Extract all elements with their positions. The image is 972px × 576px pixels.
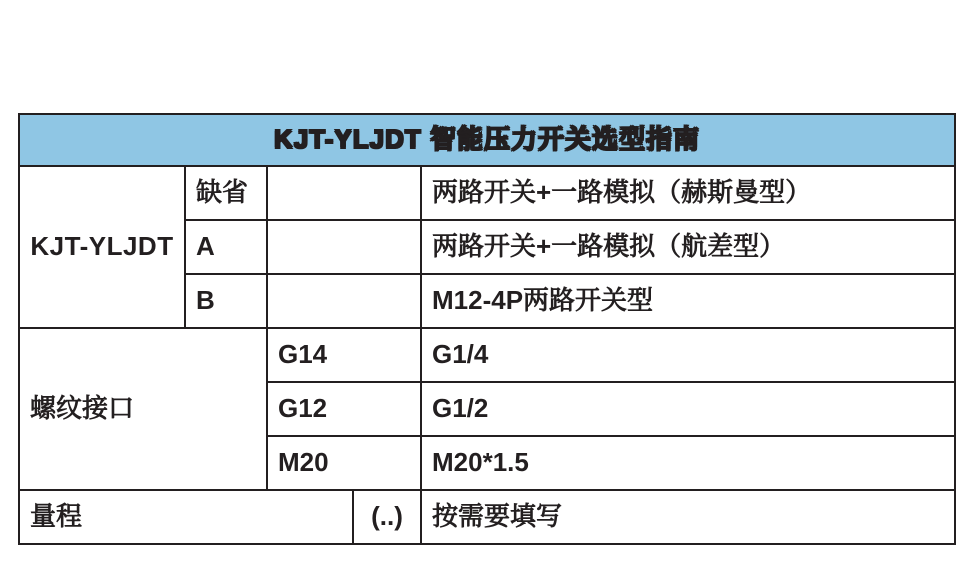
thread-code-g12: G12 [267, 382, 421, 436]
option-blank-cell [267, 220, 421, 274]
table-row-title [19, 114, 955, 166]
spec-table-wrapper [18, 113, 954, 545]
range-label: 量程 [19, 490, 353, 544]
option-description-b: M12-4P两路开关型 [421, 274, 955, 328]
table-row [19, 166, 955, 220]
thread-description-g14: G1/4 [421, 328, 955, 382]
option-code-b: B [185, 274, 267, 328]
option-code-default: 缺省 [185, 166, 267, 220]
table-row [19, 490, 955, 544]
option-description-a: 两路开关+一路模拟（航差型） [421, 220, 955, 274]
option-blank-cell [267, 166, 421, 220]
option-blank-cell [267, 274, 421, 328]
option-code-a: A [185, 220, 267, 274]
page-title: KJT-YLJDT 智能压力开关选型指南 [19, 114, 955, 166]
option-description-default: 两路开关+一路模拟（赫斯曼型） [421, 166, 955, 220]
thread-description-g12: G1/2 [421, 382, 955, 436]
selection-guide-table [18, 113, 956, 545]
range-description: 按需要填写 [421, 490, 955, 544]
thread-description-m20: M20*1.5 [421, 436, 955, 490]
table-row [19, 328, 955, 382]
range-code: (..) [353, 490, 421, 544]
thread-connection-label: 螺纹接口 [19, 328, 267, 490]
thread-code-g14: G14 [267, 328, 421, 382]
thread-code-m20: M20 [267, 436, 421, 490]
model-code-label: KJT-YLJDT [19, 166, 185, 328]
